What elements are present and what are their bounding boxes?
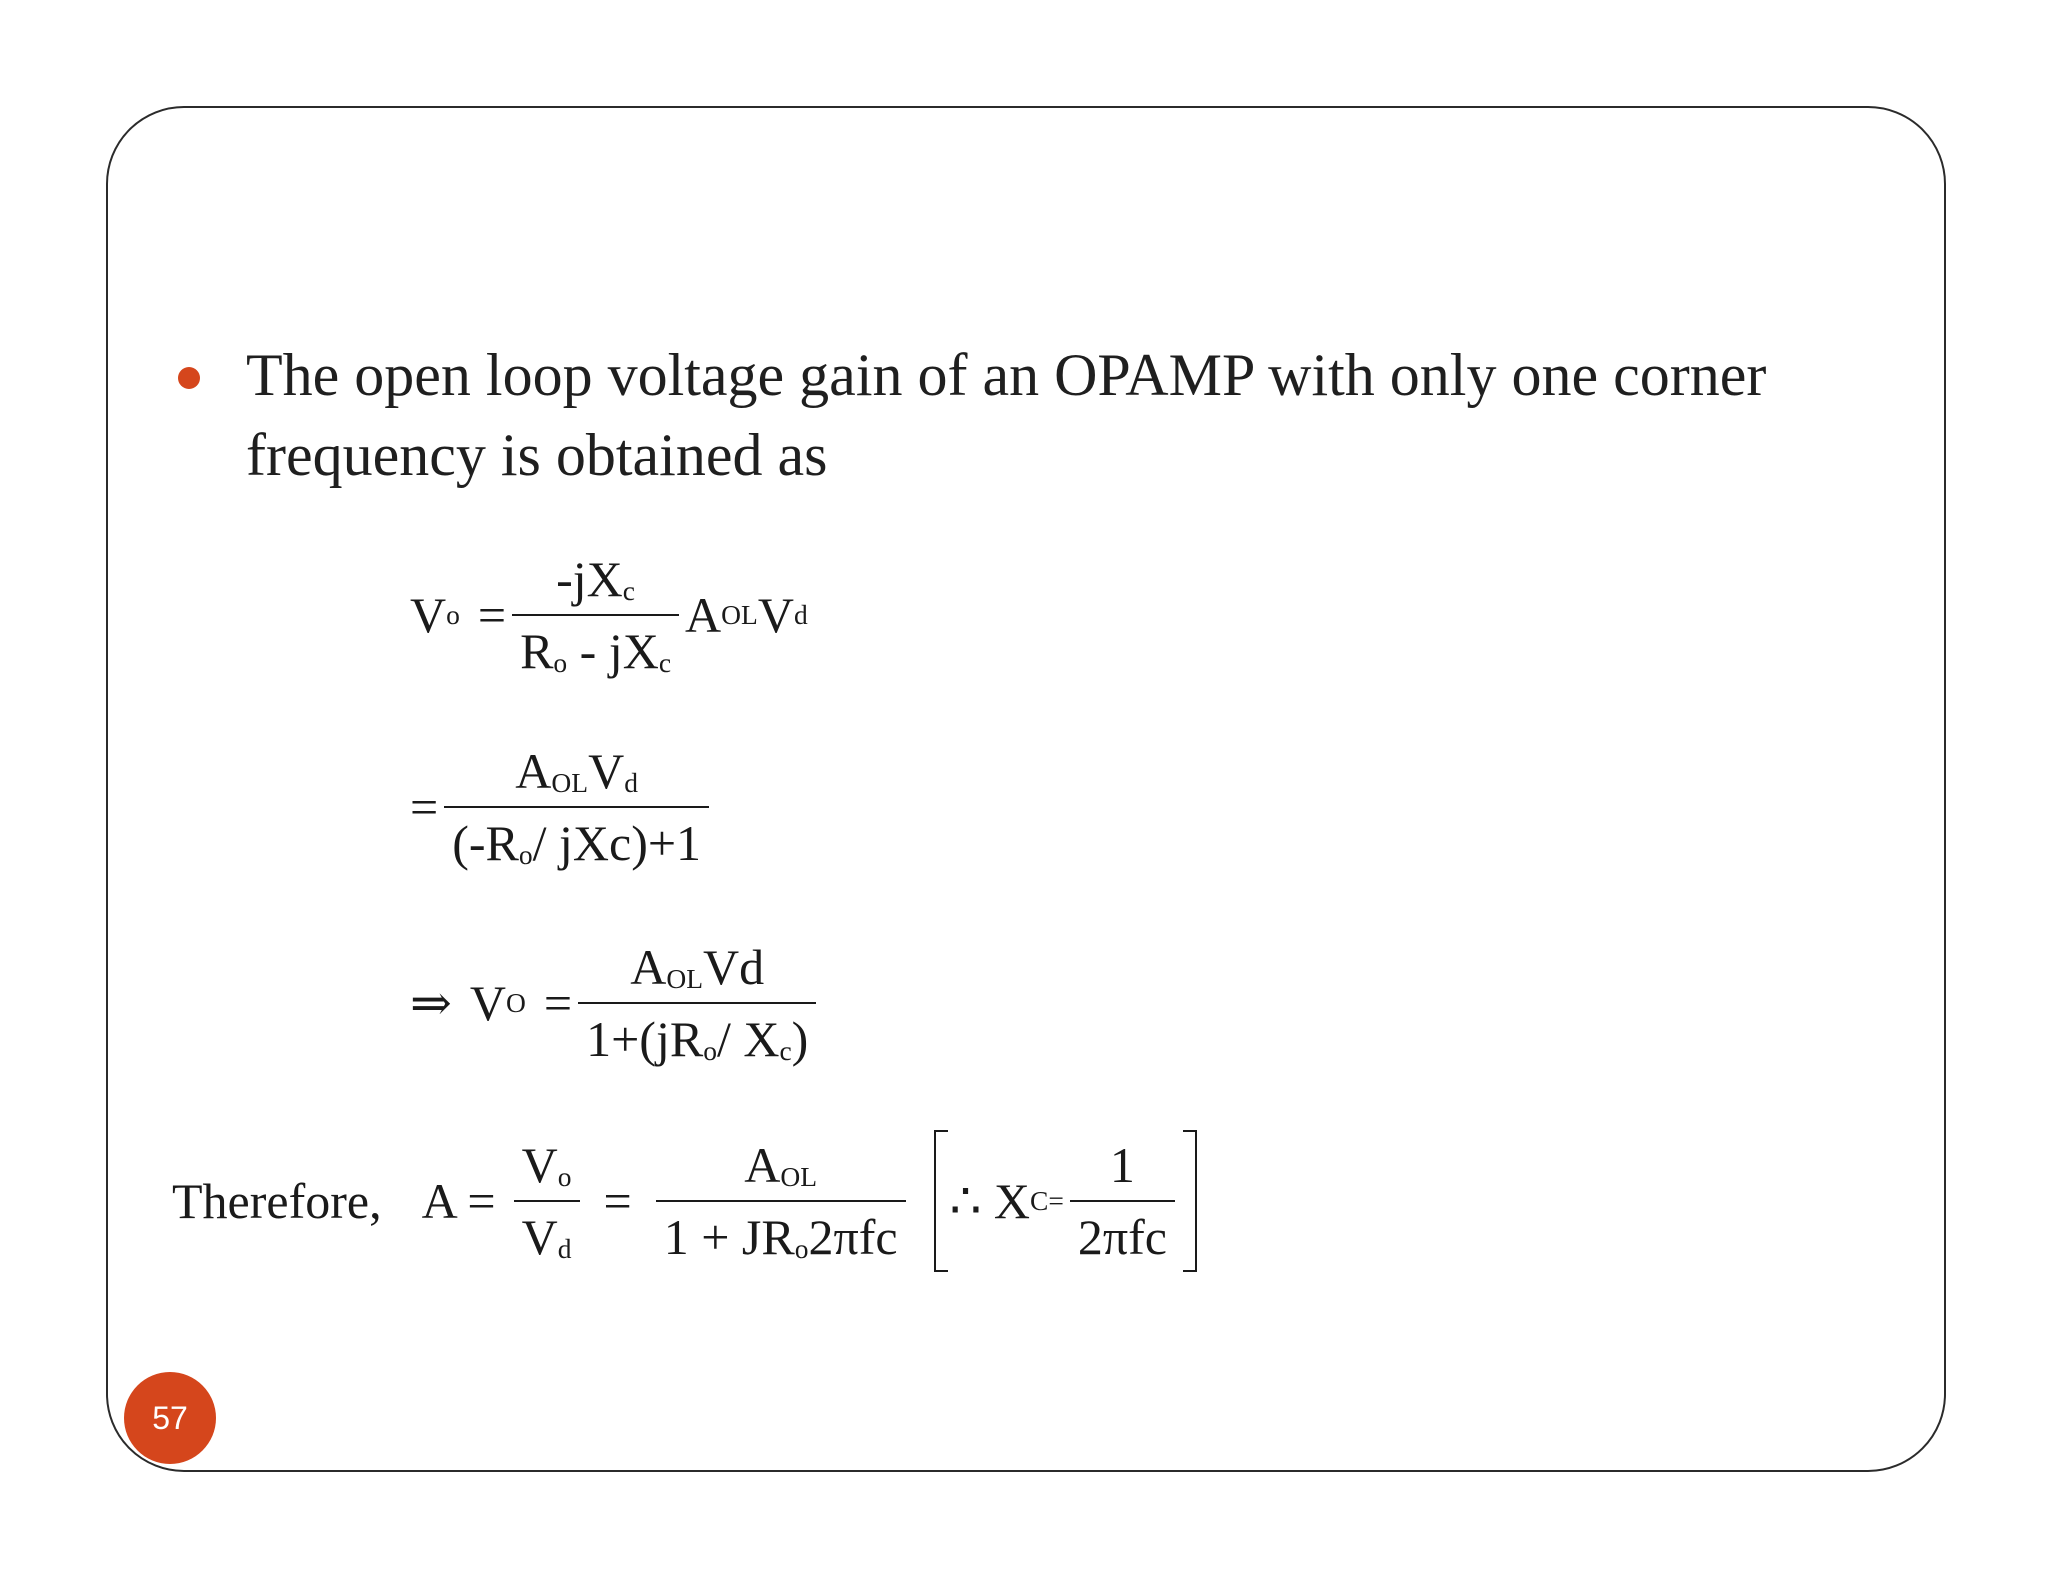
equation-simplified: = $\frac{A_{OL}V_d}{(-R_o/ jXc)+1}$ xyxy=(410,742,715,872)
fraction-vo-vd: $\frac{V_o}{V_d}$ xyxy=(514,1136,580,1266)
equation-gain-a: Therefore, A = $\frac{V_o}{V_d}$ = $\frac{A_{OL}}{1 + JR_o2\pi fc}$ ∴ X C= $\frac{1}{\text{2πfc}}$ xyxy=(172,1130,1197,1272)
fraction: $\frac{A_{OL}Vd}{1+(jR_o/ X_c)}$ xyxy=(578,938,816,1068)
bullet-text: The open loop voltage gain of an OPAMP with only one corner frequency is obtained as xyxy=(246,342,1767,488)
fraction-aol: $\frac{A_{OL}}{1 + JR_o2\pi fc}$ xyxy=(656,1136,906,1266)
therefore-label: Therefore, xyxy=(172,1173,382,1229)
equation-implies-vo: ⇒ V O = $\frac{A_{OL}Vd}{1+(jR_o/ X_c)}$ xyxy=(410,938,822,1068)
fraction: $\frac{A_{OL}V_d}{(-R_o/ jXc)+1}$ xyxy=(444,742,709,872)
fraction-xc: $\frac{1}{\text{2πfc}}$ xyxy=(1070,1136,1175,1266)
fraction: $\frac{-jX_c}{R_o - jX_c}$ xyxy=(512,550,679,680)
page-number-badge: 57 xyxy=(124,1372,216,1464)
xc-bracket: ∴ X C= $\frac{1}{\text{2πfc}}$ xyxy=(934,1130,1197,1272)
equation-vo-open-loop: V o = $\frac{-jX_c}{R_o - jX_c}$ A OL V d xyxy=(410,551,808,679)
bullet-point xyxy=(178,335,1818,495)
bullet-dot-icon xyxy=(178,367,200,389)
